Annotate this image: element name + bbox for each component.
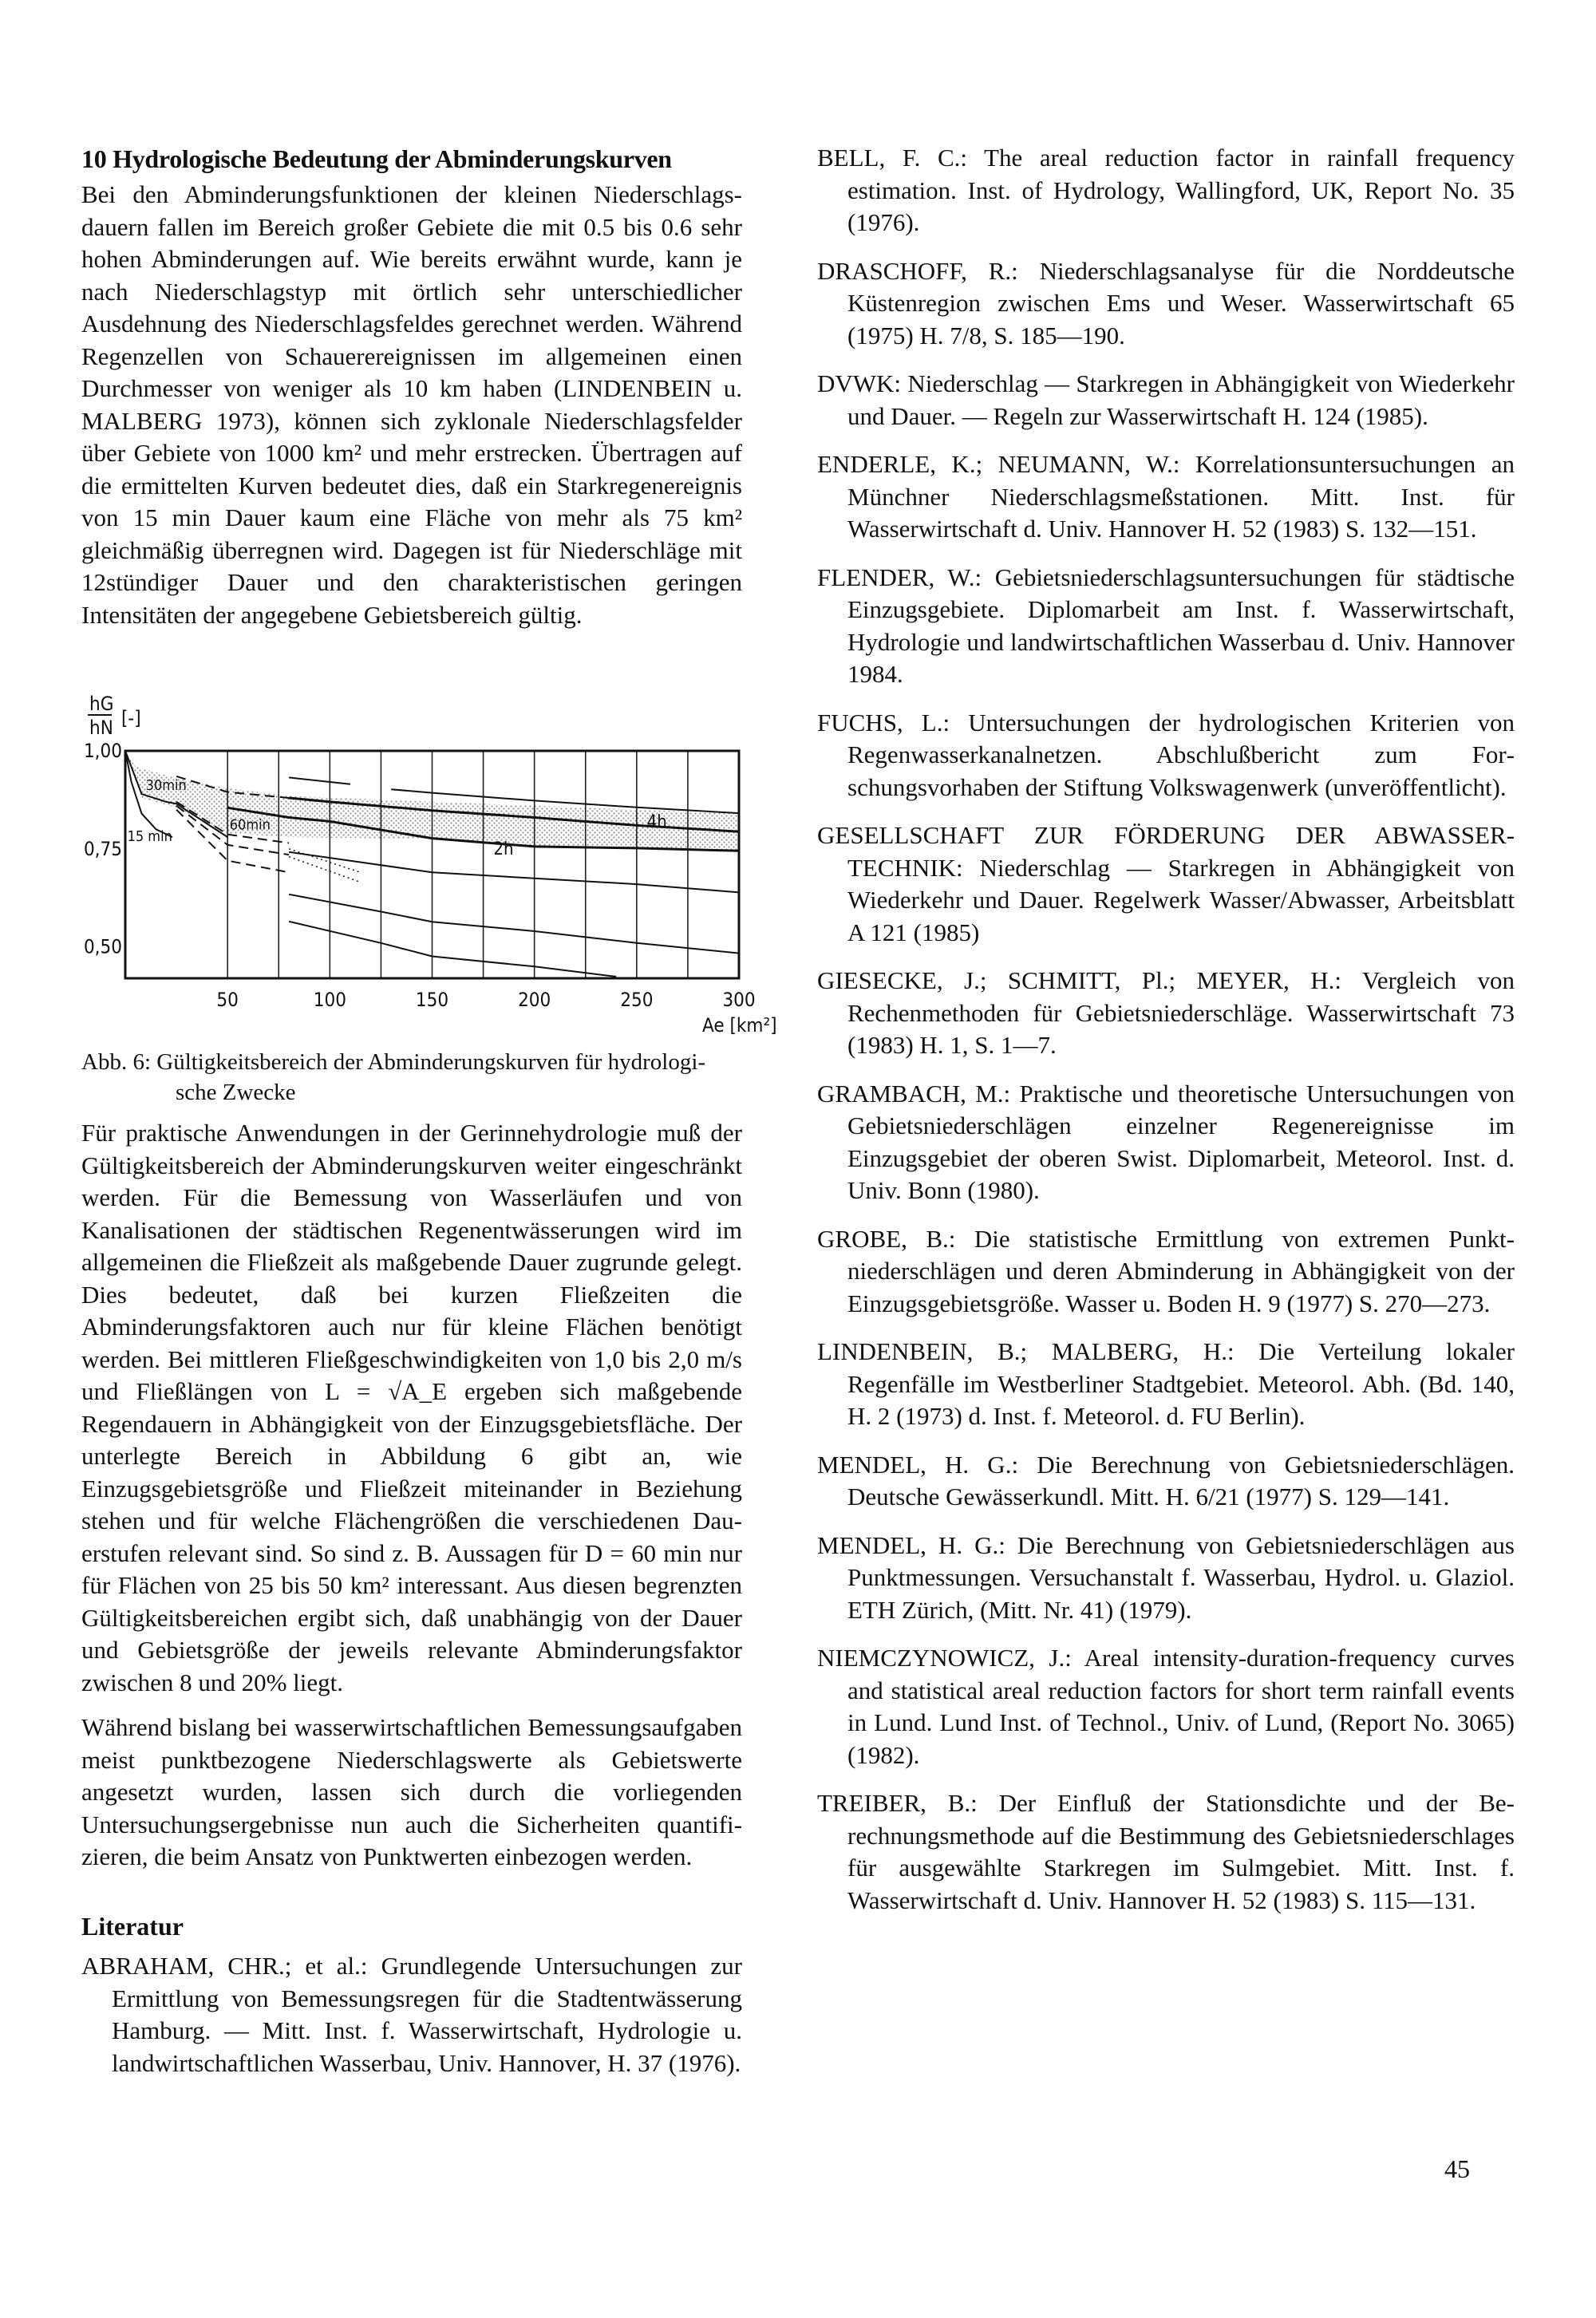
y-tick-label: 0,50 xyxy=(83,935,122,958)
curve-label: 2h xyxy=(493,839,514,860)
left-column-bottom xyxy=(81,1117,742,2095)
y-axis-label xyxy=(88,693,141,739)
reference-item: LINDENBEIN, B.; MALBERG, H.: Die Verteilung lokaler Regenfälle im Westberliner Stadtgebiet. Meteorol. Abh. (Bd. 140, H. 2 (1973) d. Inst. f. Meteorol. d. FU Berlin). xyxy=(817,1337,1515,1430)
reference-item: BELL, F. C.: The areal reduction factor in rainfall frequency estimation. Inst. of Hydrology, Wallingford, UK, Report No. 35 (1976). xyxy=(817,144,1515,236)
y-label-denominator: hN xyxy=(89,717,113,739)
curve-label: 30min xyxy=(145,777,187,795)
caption-line-2: sche Zwecke xyxy=(176,1080,296,1105)
paragraph-2: Für praktische Anwendungen in der Gerinnehydrologie muß der Gültigkeitsbereich der Abminderungskurven weiter eingeschränkt werden. Für die Bemessung von Wasserläufen und von Kanalisationen der städtischen Regenentwässerungen wird im allgemeinen die Fließzeit als maßgebende Dauer zugrunde gelegt. Dies bedeutet, daß bei kurzen Fließzeiten die Abminderungsfaktoren auch nur für kleine Flächen benötigt werden. Bei mittleren Fließgeschwindigkeiten von 1,0 bis 2,0 m/s und Fließlängen von L = √A_E ergeben sich maßgebende Regendauern in Abhängigkeit von der Einzugsgebietsfläche. Der unterlegte Bereich in Abbildung 6 gibt an, wie Einzugsgebietsgröße und Fließzeit miteinander in Beziehung stehen und für welche Flächengrößen die verschiedenen Dauerstufen relevant sind. So sind z. B. Aussagen für D = 60 min nur für Flächen von 25 bis 50 km² interessant. Aus diesen begrenzten Gültigkeitsbereichen ergibt sich, daß unabhängig von der Dauer und Gebietsgröße der jeweils relevante Abminderungsfaktor zwischen 8 und 20% liegt. xyxy=(81,1119,742,1696)
curve-label: 4h xyxy=(646,811,667,832)
reference-item: GROBE, B.: Die statistische Ermittlung von extremen Punktniederschlägen und deren Abminderung in Abhängigkeit von der Einzugsgebietsgröße. Wasser u. Boden H. 9 (1977) S. 270—273. xyxy=(817,1224,1515,1317)
y-label-unit: [-] xyxy=(121,707,141,729)
reference-item: FUCHS, L.: Untersuchungen der hydrologischen Kriterien von Regenwasserkanalnetzen. Abschlußbericht zum Forschungsvorhaben der Stiftung Volkswagenwerk (unveröffentlicht). xyxy=(817,708,1515,801)
reference-item: GRAMBACH, M.: Praktische und theoretische Untersuchungen von Gebietsniederschlägen einzelner Regenereignisse im Einzugsgebiet der oberen Swist. Diplomarbeit, Meteorol. Inst. d. Univ. Bonn (1980). xyxy=(817,1079,1515,1204)
figure-caption xyxy=(81,1047,742,1108)
reference-list-right xyxy=(817,142,1515,1917)
reduction-curves-chart xyxy=(72,678,777,1053)
reference-item: MENDEL, H. G.: Die Berechnung von Gebietsniederschlägen aus Punktmessungen. Versuchanstalt f. Wasserbau, Hydrol. u. Glaziol. ETH Zürich, (Mitt. Nr. 41) (1979). xyxy=(817,1530,1515,1624)
y-tick-label: 0,75 xyxy=(83,837,122,860)
curve-label: 60min xyxy=(229,816,271,834)
x-axis-label: Ae [km²] xyxy=(702,1014,777,1037)
x-tick-label: 250 xyxy=(620,989,654,1011)
x-tick-label: 100 xyxy=(313,989,346,1011)
curve-label: 15 min xyxy=(127,828,172,846)
literature-heading: Literatur xyxy=(81,1911,184,1941)
paragraph-3: Während bislang bei wasserwirtschaftlichen Bemessungsaufgaben meist punktbezogene Niederschlagswerte als Gebietswerte angesetzt wurden, lassen sich durch die vorliegenden Untersuchungsergebnisse nun auch die Sicherheiten quantifizieren, die beim Ansatz von Punktwerten einbezogen werden. xyxy=(81,1713,742,1870)
left-column-top xyxy=(81,142,742,631)
series-line-8 xyxy=(289,777,350,784)
reference-item: ENDERLE, K.; NEUMANN, W.: Korrelationsuntersuchungen an Münchner Niederschlagsmeßstationen. Mitt. Inst. für Wasserwirtschaft d. Univ. Hannover H. 52 (1983) S. 132—151. xyxy=(817,450,1515,543)
right-column xyxy=(817,142,1515,1933)
series-line-12 xyxy=(289,922,616,977)
y-tick-label: 1,00 xyxy=(83,740,122,762)
reference-item: DRASCHOFF, R.: Niederschlagsanalyse für die Norddeutsche Küstenregion zwischen Ems und Weser. Wasserwirtschaft 65 (1975) H. 7/8, S. 185—190. xyxy=(817,256,1515,349)
x-tick-label: 300 xyxy=(722,989,756,1011)
x-tick-label: 150 xyxy=(415,989,449,1011)
figure-6 xyxy=(72,678,777,1053)
reference-item: MENDEL, H. G.: Die Berechnung von Gebietsniederschlägen. Deutsche Gewässerkundl. Mitt. H. 6/21 (1977) S. 129—141. xyxy=(817,1450,1515,1510)
reference-item: NIEMCZYNOWICZ, J.: Areal intensity-duration-frequency curves and statistical areal reduction factors for short term rainfall events in Lund. Lund Inst. of Technol., Univ. of Lund, (Report No. 3065) (1982). xyxy=(817,1644,1515,1769)
reference-item: GESELLSCHAFT ZUR FÖRDERUNG DER ABWASSERTECHNIK: Niederschlag — Starkregen in Abhängigkeit von Wiederkehr und Dauer. Regelwerk Wasser/Abwasser, Arbeitsblatt A 121 (1985) xyxy=(817,821,1515,946)
section-heading: 10 Hydrologische Bedeutung der Abminderungskurven xyxy=(81,144,672,173)
paragraph-1: Bei den Abminderungsfunktionen der kleinen Niederschlagsdauern fallen im Bereich großer Gebiete die mit 0.5 bis 0.6 sehr hohen Abminderungen auf. Wie bereits erwähnt wurde, kann je nach Niederschlagstyp mit örtlich sehr unterschiedlicher Ausdehnung des Niederschlagsfeldes gerechnet werden. Während Regenzellen von Schauerereignissen im allgemeinen einen Durchmesser von weniger als 10 km haben (LINDENBEIN u. MALBERG 1973), können sich zyklonale Niederschlagsfelder über Gebiete von 1000 km² und mehr erstrecken. Übertragen auf die ermittelten Kurven bedeutet dies, daß ein Starkregenereignis von 15 min Dauer kaum eine Fläche von mehr als 75 km² gleichmäßig überregnen wird. Dagegen ist für Niederschläge mit 12stündiger Dauer und den charakteristischen geringen Intensitäten der angegebene Gebietsbereich gültig. xyxy=(81,180,742,629)
page-number: 45 xyxy=(1444,2154,1470,2183)
series-line-10 xyxy=(289,852,739,893)
reference-item: FLENDER, W.: Gebietsniederschlagsuntersuchungen für städtische Einzugsgebiete. Diplomarbeit am Inst. f. Wasserwirtschaft, Hydrologie und landwirtschaftlichen Wasserbau d. Univ. Hannover 1984. xyxy=(817,563,1515,688)
x-tick-label: 200 xyxy=(518,989,551,1011)
reference-item: ABRAHAM, CHR.; et al.: Grundlegende Untersuchungen zur Ermittlung von Bemessungsregen für die Stadtentwässerung Hamburg. — Mitt. Inst. f. Wasserwirtschaft, Hydrologie u. landwirtschaftlichen Wasserbau, Univ. Hannover, H. 37 (1976). xyxy=(81,1952,742,2077)
reference-item: DVWK: Niederschlag — Starkregen in Abhängigkeit von Wiederkehr und Dauer. — Regeln zur Wasserwirtschaft H. 124 (1985). xyxy=(817,369,1515,430)
series-line-11 xyxy=(289,894,739,954)
reference-item: TREIBER, B.: Der Einfluß der Stationsdichte und der Berechnungsmethode auf die Bestimmung des Gebietsniederschlages für ausgewählte Starkregen im Sulmgebiet. Mitt. Inst. f. Wasserwirtschaft d. Univ. Hannover H. 52 (1983) S. 115—131. xyxy=(817,1789,1515,1914)
y-label-numerator: hG xyxy=(89,693,114,715)
caption-line-1: Abb. 6: Gültigkeitsbereich der Abminderungskurven für hydrologi- xyxy=(81,1049,706,1075)
reference-list-left xyxy=(81,1950,742,2079)
reference-item: GIESECKE, J.; SCHMITT, Pl.; MEYER, H.: Vergleich von Rechenmethoden für Gebietsniederschläge. Wasserwirtschaft 73 (1983) H. 1, S. 1—7. xyxy=(817,966,1515,1059)
x-tick-label: 50 xyxy=(216,989,239,1011)
